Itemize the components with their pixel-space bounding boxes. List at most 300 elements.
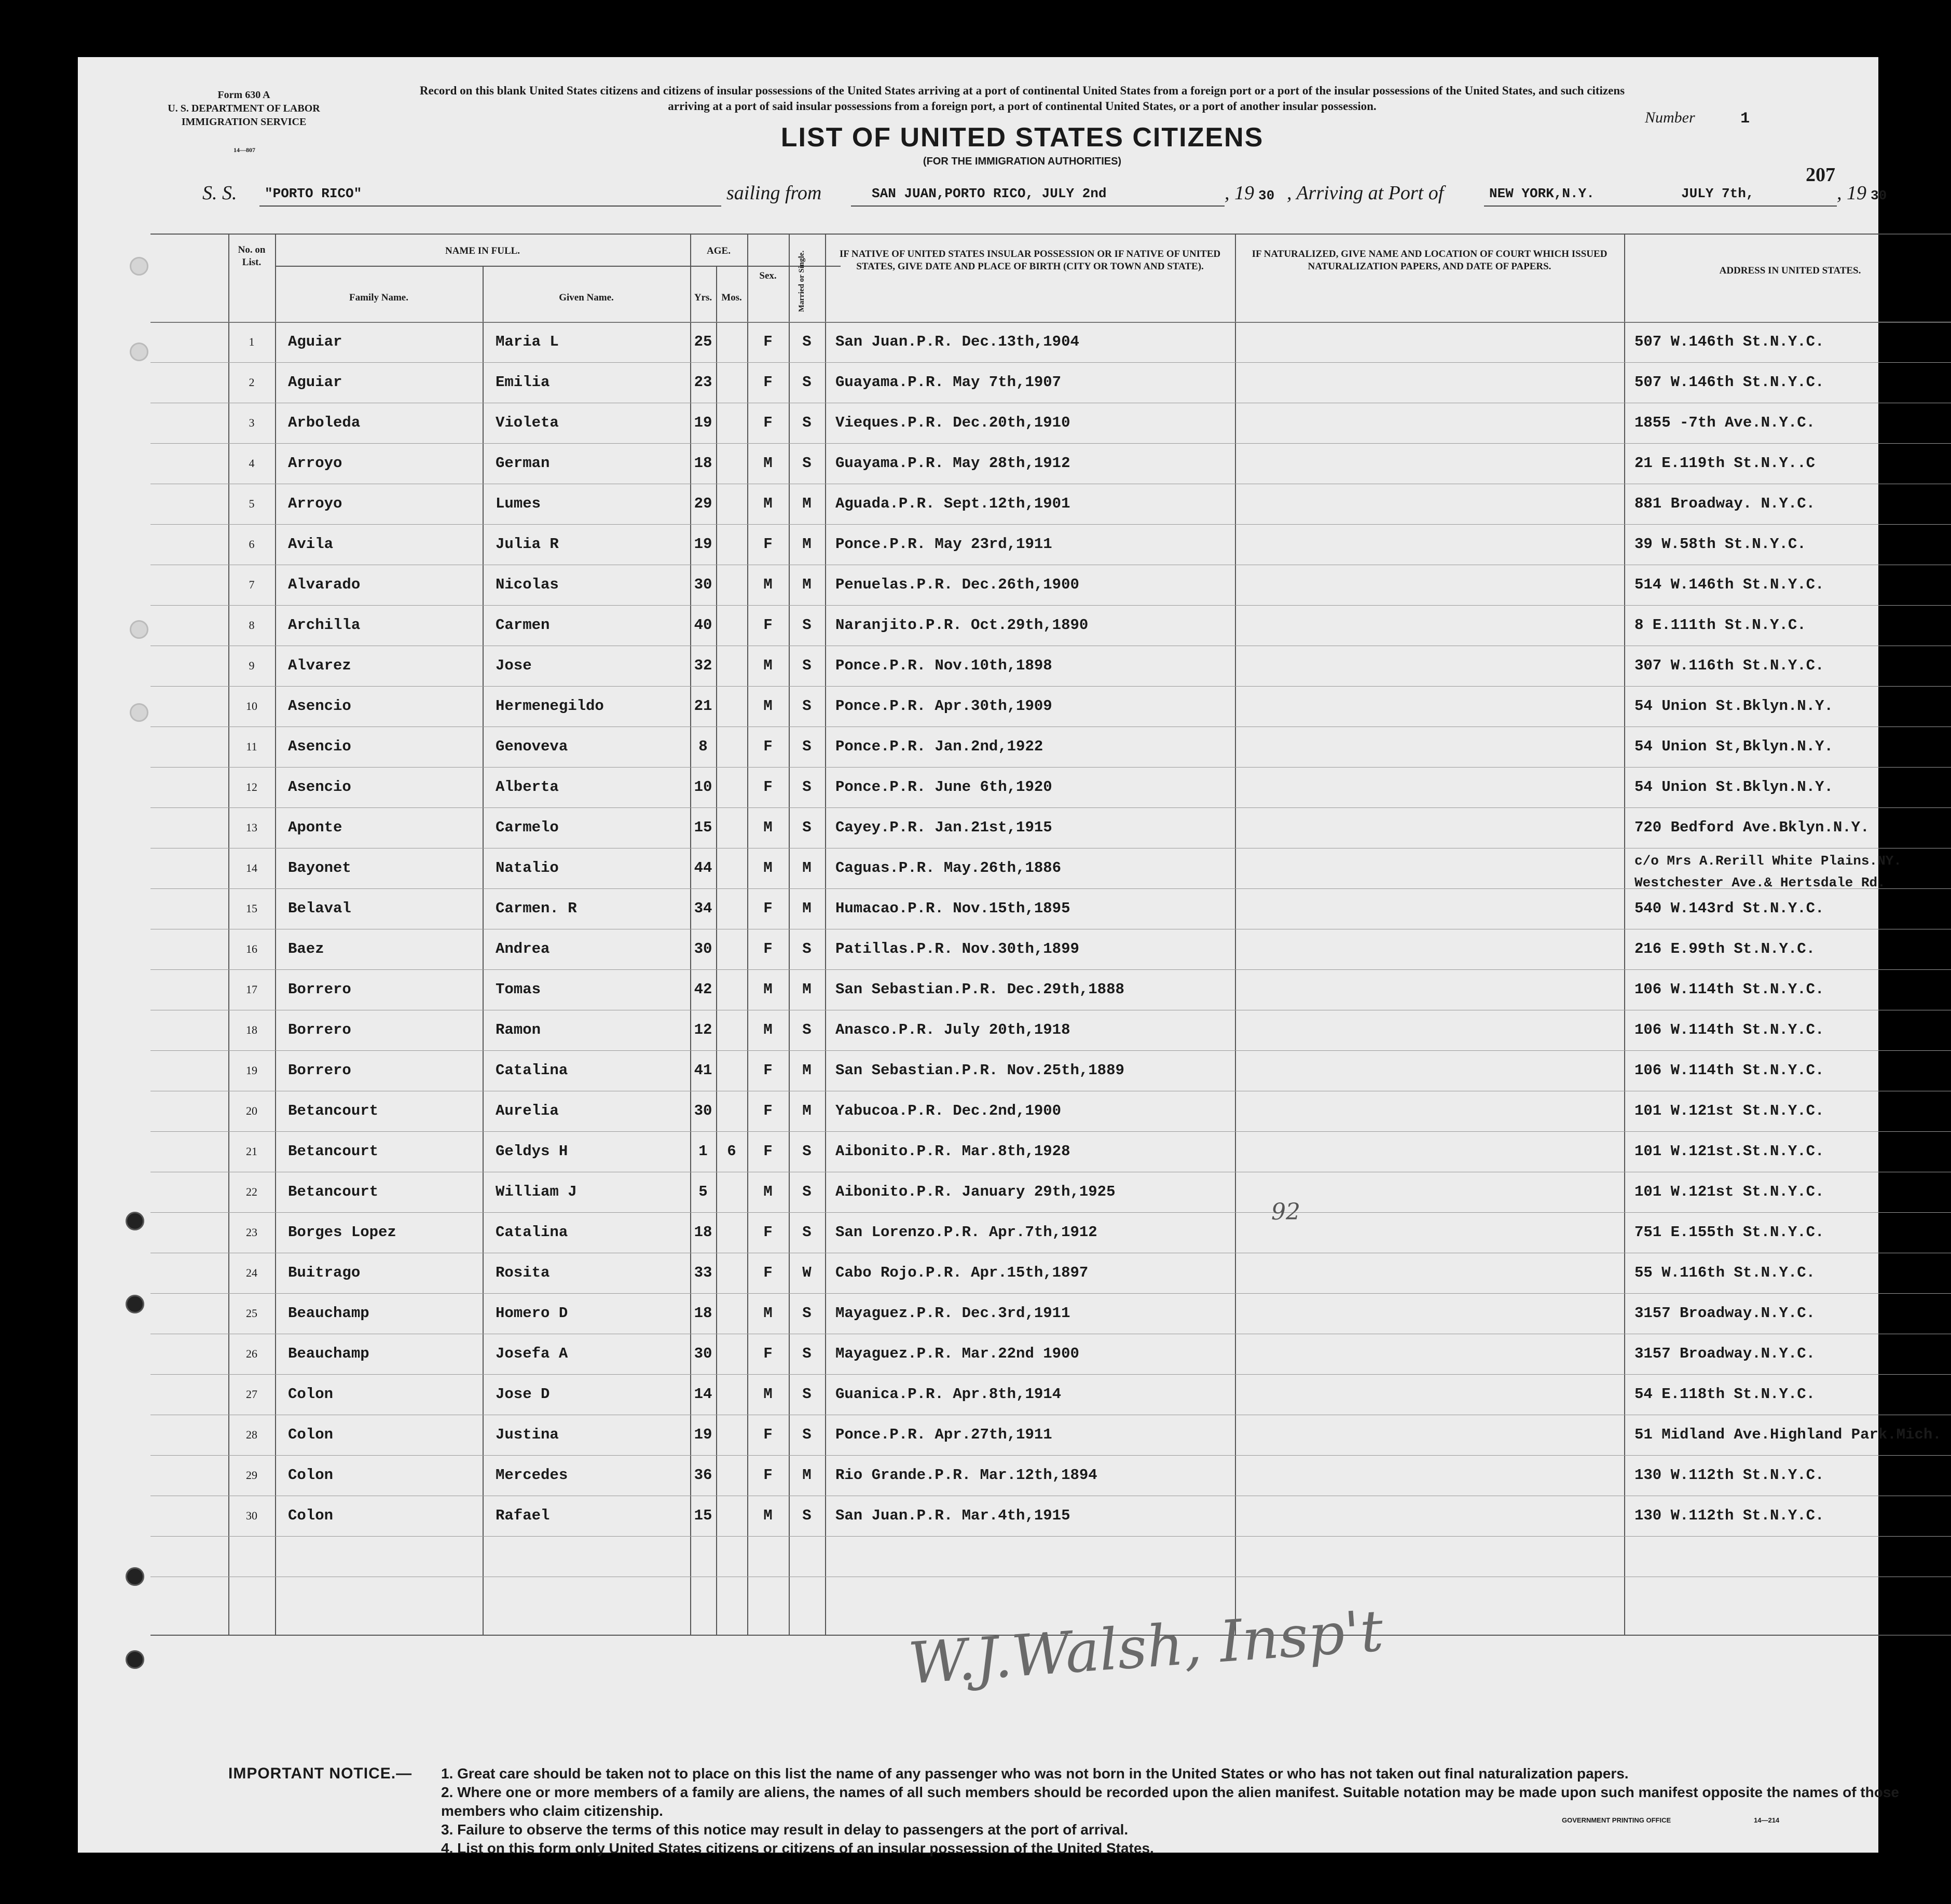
given-name: Andrea — [496, 940, 550, 957]
footer-code: 14—214 — [1754, 1816, 1780, 1824]
family-name: Borrero — [288, 1062, 351, 1079]
age-years: 30 — [694, 1345, 712, 1362]
sex: F — [763, 940, 773, 957]
arriving-label: , Arriving at Port of — [1287, 182, 1444, 204]
marital-status: S — [802, 414, 812, 431]
family-name: Belaval — [288, 900, 351, 917]
row-number: 14 — [246, 861, 257, 874]
us-address: 101 W.121st.St.N.Y.C. — [1634, 1143, 1824, 1160]
marital-status: S — [802, 1143, 812, 1160]
sex: M — [763, 495, 773, 512]
sex: F — [763, 333, 773, 350]
us-address: 3157 Broadway.N.Y.C. — [1634, 1305, 1816, 1322]
row-number: 6 — [249, 538, 255, 551]
marital-status: M — [802, 495, 812, 512]
us-address: 8 E.111th St.N.Y.C. — [1634, 617, 1806, 634]
us-address: 21 E.119th St.N.Y..C — [1634, 455, 1816, 472]
marital-status: M — [802, 1467, 812, 1484]
us-address: 106 W.114th St.N.Y.C. — [1634, 1062, 1824, 1079]
age-years: 12 — [694, 1021, 712, 1038]
us-address: 130 W.112th St.N.Y.C. — [1634, 1507, 1824, 1524]
us-address: 54 E.118th St.N.Y.C. — [1634, 1386, 1816, 1403]
age-years: 8 — [698, 738, 708, 755]
marital-status: M — [802, 576, 812, 593]
row-number: 7 — [249, 578, 255, 591]
marital-status: S — [802, 333, 812, 350]
year-1: 30 — [1258, 188, 1275, 203]
important-notice — [228, 1764, 1915, 1858]
header-naturalization: IF NATURALIZED, GIVE NAME AND LOCATION OF COURT WHICH ISSUED NATURALIZATION PAPERS, AND DATE OF PAPERS. — [1252, 249, 1607, 272]
family-name: Arroyo — [288, 495, 342, 512]
row-number: 22 — [246, 1185, 257, 1198]
punch-hole — [130, 257, 148, 276]
marital-status: S — [802, 738, 812, 755]
age-years: 18 — [694, 1305, 712, 1322]
given-name: Catalina — [496, 1062, 568, 1079]
given-name: Rafael — [496, 1507, 550, 1524]
family-name: Borrero — [288, 981, 351, 998]
birth-date-place: Humacao.P.R. Nov.15th,1895 — [835, 900, 1070, 917]
given-name: Mercedes — [496, 1467, 568, 1484]
sex: M — [763, 1507, 773, 1524]
age-years: 18 — [694, 455, 712, 472]
ship-underline — [259, 206, 721, 207]
punch-hole — [130, 703, 148, 722]
sex: F — [763, 778, 773, 796]
row-rule — [150, 1536, 1951, 1537]
marital-status: S — [802, 1386, 812, 1403]
record-instructions: Record on this blank United States citizens and citizens of insular possessions of the United States arriving at a port of continental United States from a foreign port or a port of the insular possessions of the United States, and such citizens arriving at a port of said insular possessions from a foreign port, a port of continental United States, or a port of another insular possession. — [419, 84, 1625, 113]
list-number — [1645, 109, 1863, 128]
birth-date-place: Rio Grande.P.R. Mar.12th,1894 — [835, 1467, 1097, 1484]
family-name: Colon — [288, 1467, 334, 1484]
age-years: 33 — [694, 1264, 712, 1281]
sex: F — [763, 1102, 773, 1119]
age-years: 21 — [694, 697, 712, 715]
age-years: 19 — [694, 536, 712, 553]
row-number: 18 — [246, 1023, 257, 1036]
given-name: William J — [496, 1183, 577, 1200]
row-rule — [150, 524, 1951, 525]
family-name: Betancourt — [288, 1102, 379, 1119]
age-years: 14 — [694, 1386, 712, 1403]
row-number: 13 — [246, 821, 257, 834]
given-name: Catalina — [496, 1224, 568, 1241]
given-name: Carmen. R — [496, 900, 577, 917]
punch-hole — [126, 1212, 144, 1230]
age-years: 19 — [694, 1426, 712, 1443]
age-years: 29 — [694, 495, 712, 512]
row-number: 29 — [246, 1469, 257, 1482]
us-address: 106 W.114th St.N.Y.C. — [1634, 981, 1824, 998]
form-code: 14—807 — [233, 146, 255, 154]
birth-date-place: Naranjito.P.R. Oct.29th,1890 — [835, 617, 1089, 634]
given-name: Natalio — [496, 859, 559, 876]
row-number: 1 — [249, 335, 255, 348]
given-name: Alberta — [496, 778, 559, 796]
sex: M — [763, 697, 773, 715]
given-name: Josefa A — [496, 1345, 568, 1362]
birth-date-place: Ponce.P.R. Apr.30th,1909 — [835, 697, 1052, 715]
row-number: 25 — [246, 1307, 257, 1320]
sex: F — [763, 414, 773, 431]
sex: M — [763, 859, 773, 876]
row-rule — [150, 1455, 1951, 1456]
birth-date-place: Ponce.P.R. June 6th,1920 — [835, 778, 1052, 796]
col-divider — [1235, 234, 1236, 1635]
marital-status: S — [802, 1183, 812, 1200]
col-divider — [1624, 234, 1625, 1635]
age-years: 15 — [694, 819, 712, 836]
form-identifier — [140, 88, 348, 157]
row-number: 2 — [249, 376, 255, 389]
given-name: Ramon — [496, 1021, 541, 1038]
sex: M — [763, 1183, 773, 1200]
punch-hole — [130, 620, 148, 639]
birth-date-place: Aguada.P.R. Sept.12th,1901 — [835, 495, 1070, 512]
header-family-name: Family Name. — [349, 292, 408, 303]
age-months: 6 — [727, 1143, 736, 1160]
passenger-table — [150, 234, 1951, 1635]
header-mos: Mos. — [721, 292, 742, 303]
us-address: c/o Mrs A.Rerill White Plains.NY. — [1634, 853, 1902, 869]
ship-name: "PORTO RICO" — [265, 186, 362, 201]
us-address: 514 W.146th St.N.Y.C. — [1634, 576, 1824, 593]
row-rule — [150, 686, 1951, 687]
row-number: 4 — [249, 457, 255, 470]
col-divider — [228, 234, 229, 1635]
family-name: Borges Lopez — [288, 1224, 396, 1241]
arrival-port: NEW YORK,N.Y. — [1489, 186, 1595, 201]
sex: F — [763, 1426, 773, 1443]
row-rule — [150, 1050, 1951, 1051]
age-years: 32 — [694, 657, 712, 674]
row-rule — [150, 1293, 1951, 1294]
row-rule — [150, 605, 1951, 606]
name-age-subheader-line — [275, 266, 841, 267]
marital-status: S — [802, 374, 812, 391]
punch-hole — [126, 1650, 144, 1669]
given-name: Carmen — [496, 617, 550, 634]
form-number: Form 630 A — [217, 89, 270, 101]
birth-date-place: San Lorenzo.P.R. Apr.7th,1912 — [835, 1224, 1097, 1241]
sex: F — [763, 900, 773, 917]
sex: M — [763, 455, 773, 472]
age-years: 18 — [694, 1224, 712, 1241]
family-name: Archilla — [288, 617, 361, 634]
header-married-single: Married or Single. — [798, 250, 806, 312]
given-name: Maria L — [496, 333, 559, 350]
family-name: Asencio — [288, 697, 351, 715]
sex: F — [763, 1345, 773, 1362]
family-name: Betancourt — [288, 1143, 379, 1160]
header-no-on-list: No. on List. — [238, 244, 266, 268]
year-prefix-2: , 19 — [1837, 182, 1866, 204]
age-years: 30 — [694, 576, 712, 593]
birth-date-place: Patillas.P.R. Nov.30th,1899 — [835, 940, 1079, 957]
col-divider — [789, 234, 790, 1635]
row-number: 15 — [246, 902, 257, 915]
header-sex: Sex. — [759, 270, 777, 281]
family-name: Aponte — [288, 819, 342, 836]
given-name: Nicolas — [496, 576, 559, 593]
department-name: U. S. DEPARTMENT OF LABOR — [168, 103, 320, 114]
row-number: 10 — [246, 700, 257, 713]
row-number: 26 — [246, 1347, 257, 1360]
family-name: Arboleda — [288, 414, 361, 431]
family-name: Asencio — [288, 778, 351, 796]
age-years: 10 — [694, 778, 712, 796]
row-number: 8 — [249, 619, 255, 632]
row-number: 20 — [246, 1104, 257, 1117]
us-address: 39 W.58th St.N.Y.C. — [1634, 536, 1806, 553]
birth-date-place: Guayama.P.R. May 28th,1912 — [835, 455, 1070, 472]
family-name: Alvarado — [288, 576, 361, 593]
age-years: 30 — [694, 940, 712, 957]
number-value: 1 — [1740, 110, 1750, 128]
family-name: Colon — [288, 1386, 334, 1403]
us-address: 307 W.116th St.N.Y.C. — [1634, 657, 1824, 674]
marital-status: S — [802, 617, 812, 634]
row-number: 21 — [246, 1145, 257, 1158]
row-number: 16 — [246, 942, 257, 955]
col-divider — [483, 266, 484, 1635]
header-yrs: Yrs. — [694, 292, 712, 303]
service-name: IMMIGRATION SERVICE — [181, 116, 307, 128]
row-number: 28 — [246, 1428, 257, 1441]
court-pencil-mark: 92 — [1271, 1199, 1300, 1225]
age-years: 1 — [698, 1143, 708, 1160]
voyage-line — [202, 182, 1915, 211]
given-name: Lumes — [496, 495, 541, 512]
given-name: Carmelo — [496, 819, 559, 836]
row-number: 27 — [246, 1388, 257, 1401]
birth-date-place: San Juan.P.R. Mar.4th,1915 — [835, 1507, 1070, 1524]
marital-status: S — [802, 819, 812, 836]
row-rule — [150, 1374, 1951, 1375]
row-rule — [150, 1212, 1951, 1213]
family-name: Aguiar — [288, 374, 342, 391]
number-label: Number — [1645, 109, 1695, 126]
age-years: 41 — [694, 1062, 712, 1079]
birth-date-place: Guanica.P.R. Apr.8th,1914 — [835, 1386, 1062, 1403]
family-name: Colon — [288, 1426, 334, 1443]
row-number: 12 — [246, 780, 257, 793]
row-number: 24 — [246, 1266, 257, 1279]
us-address: 101 W.121st St.N.Y.C. — [1634, 1183, 1824, 1200]
birth-date-place: Penuelas.P.R. Dec.26th,1900 — [835, 576, 1079, 593]
birth-date-place: Ponce.P.R. May 23rd,1911 — [835, 536, 1052, 553]
row-rule — [150, 767, 1951, 768]
family-name: Avila — [288, 536, 334, 553]
marital-status: S — [802, 455, 812, 472]
birth-date-place: Aibonito.P.R. Mar.8th,1928 — [835, 1143, 1070, 1160]
us-address: 3157 Broadway.N.Y.C. — [1634, 1345, 1816, 1362]
given-name: German — [496, 455, 550, 472]
sex: F — [763, 617, 773, 634]
row-rule — [150, 1131, 1951, 1132]
birth-date-place: Anasco.P.R. July 20th,1918 — [835, 1021, 1070, 1038]
col-divider — [825, 234, 826, 1635]
birth-date-place: San Sebastian.P.R. Nov.25th,1889 — [835, 1062, 1124, 1079]
row-number: 17 — [246, 983, 257, 996]
header-address: ADDRESS IN UNITED STATES. — [1719, 265, 1861, 276]
birth-date-place: Mayaguez.P.R. Dec.3rd,1911 — [835, 1305, 1070, 1322]
marital-status: S — [802, 940, 812, 957]
given-name: Jose — [496, 657, 532, 674]
sex: M — [763, 576, 773, 593]
sex: F — [763, 536, 773, 553]
row-number: 9 — [249, 659, 255, 672]
us-address: 1855 -7th Ave.N.Y.C. — [1634, 414, 1816, 431]
us-address: 751 E.155th St.N.Y.C. — [1634, 1224, 1824, 1241]
age-years: 44 — [694, 859, 712, 876]
row-rule — [150, 362, 1951, 363]
us-address: 720 Bedford Ave.Bklyn.N.Y. — [1634, 819, 1870, 836]
row-number: 30 — [246, 1509, 257, 1522]
marital-status: S — [802, 1345, 812, 1362]
given-name: Hermenegildo — [496, 697, 604, 715]
col-divider — [747, 234, 748, 1635]
family-name: Beauchamp — [288, 1305, 369, 1322]
family-name: Borrero — [288, 1021, 351, 1038]
departure-underline — [851, 206, 1225, 207]
row-rule — [150, 443, 1951, 444]
us-address: 881 Broadway. N.Y.C. — [1634, 495, 1816, 512]
us-address: 54 Union St.Bklyn.N.Y. — [1634, 778, 1833, 796]
marital-status: M — [802, 981, 812, 998]
us-address: 54 Union St.Bklyn.N.Y. — [1634, 697, 1833, 715]
age-years: 23 — [694, 374, 712, 391]
marital-status: M — [802, 900, 812, 917]
birth-date-place: Ponce.P.R. Nov.10th,1898 — [835, 657, 1052, 674]
given-name: Homero D — [496, 1305, 568, 1322]
marital-status: M — [802, 859, 812, 876]
given-name: Genoveva — [496, 738, 568, 755]
birth-date-place: Mayaguez.P.R. Mar.22nd 1900 — [835, 1345, 1079, 1362]
us-address-line2: Westchester Ave.& Hertsdale Rd. — [1634, 875, 1886, 891]
us-address: 101 W.121st St.N.Y.C. — [1634, 1102, 1824, 1119]
year-2: 30 — [1871, 188, 1887, 203]
sex: F — [763, 1062, 773, 1079]
sex: F — [763, 1224, 773, 1241]
row-rule — [150, 807, 1951, 808]
arrival-underline — [1484, 206, 1837, 207]
family-name: Bayonet — [288, 859, 351, 876]
given-name: Tomas — [496, 981, 541, 998]
row-number: 19 — [246, 1064, 257, 1077]
sex: F — [763, 1143, 773, 1160]
sex: M — [763, 981, 773, 998]
birth-date-place: Ponce.P.R. Jan.2nd,1922 — [835, 738, 1043, 755]
birth-date-place: Cayey.P.R. Jan.21st,1915 — [835, 819, 1052, 836]
sex: M — [763, 1386, 773, 1403]
marital-status: M — [802, 536, 812, 553]
birth-date-place: Guayama.P.R. May 7th,1907 — [835, 374, 1062, 391]
age-years: 40 — [694, 617, 712, 634]
sex: M — [763, 657, 773, 674]
given-name: Rosita — [496, 1264, 550, 1281]
sex: M — [763, 819, 773, 836]
departure-port: SAN JUAN,PORTO RICO, JULY 2nd — [872, 186, 1107, 201]
birth-date-place: Cabo Rojo.P.R. Apr.15th,1897 — [835, 1264, 1089, 1281]
folio-number: 207 — [1806, 164, 1835, 186]
header-birth-place: IF NATIVE OF UNITED STATES INSULAR POSSESSION OR IF NATIVE OF UNITED STATES, GIVE DATE AND PLACE OF BIRTH (CITY OR TOWN AND STATE). — [839, 249, 1221, 272]
us-address: 130 W.112th St.N.Y.C. — [1634, 1467, 1824, 1484]
family-name: Colon — [288, 1507, 334, 1524]
row-number: 23 — [246, 1226, 257, 1239]
age-years: 42 — [694, 981, 712, 998]
birth-date-place: San Juan.P.R. Dec.13th,1904 — [835, 333, 1079, 350]
family-name: Alvarez — [288, 657, 351, 674]
age-years: 30 — [694, 1102, 712, 1119]
col-divider — [690, 234, 691, 1635]
family-name: Aguiar — [288, 333, 342, 350]
given-name: Aurelia — [496, 1102, 559, 1119]
notice-item: 2. Where one or more members of a family are aliens, the names of all such members should be recorded upon the alien manifest. Suitable notation may be made upon such manifest opposite the names of those members who claim citizenship. — [441, 1784, 1899, 1819]
given-name: Geldys H — [496, 1143, 568, 1160]
age-years: 5 — [698, 1183, 708, 1200]
notice-item: 1. Great care should be taken not to place on this list the name of any passenger who was not born in the United States or who has not taken out final naturalization papers. — [441, 1765, 1629, 1782]
row-number: 5 — [249, 497, 255, 510]
age-years: 34 — [694, 900, 712, 917]
age-years: 25 — [694, 333, 712, 350]
marital-status: S — [802, 697, 812, 715]
birth-date-place: San Sebastian.P.R. Dec.29th,1888 — [835, 981, 1124, 998]
family-name: Baez — [288, 940, 324, 957]
notice-label: IMPORTANT NOTICE.— — [228, 1765, 413, 1782]
birth-date-place: Caguas.P.R. May.26th,1886 — [835, 859, 1062, 876]
marital-status: S — [802, 1021, 812, 1038]
printer-credit: GOVERNMENT PRINTING OFFICE — [1562, 1816, 1671, 1824]
arrival-date: JULY 7th, — [1681, 186, 1754, 201]
header-age: AGE. — [707, 245, 731, 256]
birth-date-place: Vieques.P.R. Dec.20th,1910 — [835, 414, 1070, 431]
us-address: 216 E.99th St.N.Y.C. — [1634, 940, 1816, 957]
sex: F — [763, 1264, 773, 1281]
ss-label: S. S. — [202, 182, 237, 204]
us-address: 507 W.146th St.N.Y.C. — [1634, 374, 1824, 391]
header-name-in-full: NAME IN FULL. — [445, 245, 520, 256]
age-years: 15 — [694, 1507, 712, 1524]
given-name: Justina — [496, 1426, 559, 1443]
row-rule — [150, 969, 1951, 970]
year-prefix-1: , 19 — [1225, 182, 1254, 204]
punch-hole — [126, 1295, 144, 1313]
us-address: 507 W.146th St.N.Y.C. — [1634, 333, 1824, 350]
us-address: 51 Midland Ave.Highland Park.Mich. — [1634, 1426, 1942, 1443]
page-title: LIST OF UNITED STATES CITIZENS — [780, 122, 1264, 153]
us-address: 54 Union St,Bklyn.N.Y. — [1634, 738, 1833, 755]
sex: M — [763, 1305, 773, 1322]
col-divider — [716, 266, 717, 1635]
us-address: 55 W.116th St.N.Y.C. — [1634, 1264, 1816, 1281]
sex: F — [763, 738, 773, 755]
age-years: 36 — [694, 1467, 712, 1484]
row-number: 11 — [246, 740, 257, 753]
birth-date-place: Ponce.P.R. Apr.27th,1911 — [835, 1426, 1052, 1443]
family-name: Buitrago — [288, 1264, 361, 1281]
age-years: 19 — [694, 414, 712, 431]
page-subtitle: (FOR THE IMMIGRATION AUTHORITIES) — [923, 156, 1122, 167]
sex: F — [763, 374, 773, 391]
marital-status: S — [802, 1426, 812, 1443]
marital-status: S — [802, 1224, 812, 1241]
marital-status: S — [802, 1305, 812, 1322]
us-address: 106 W.114th St.N.Y.C. — [1634, 1021, 1824, 1038]
family-name: Beauchamp — [288, 1345, 369, 1362]
birth-date-place: Aibonito.P.R. January 29th,1925 — [835, 1183, 1116, 1200]
